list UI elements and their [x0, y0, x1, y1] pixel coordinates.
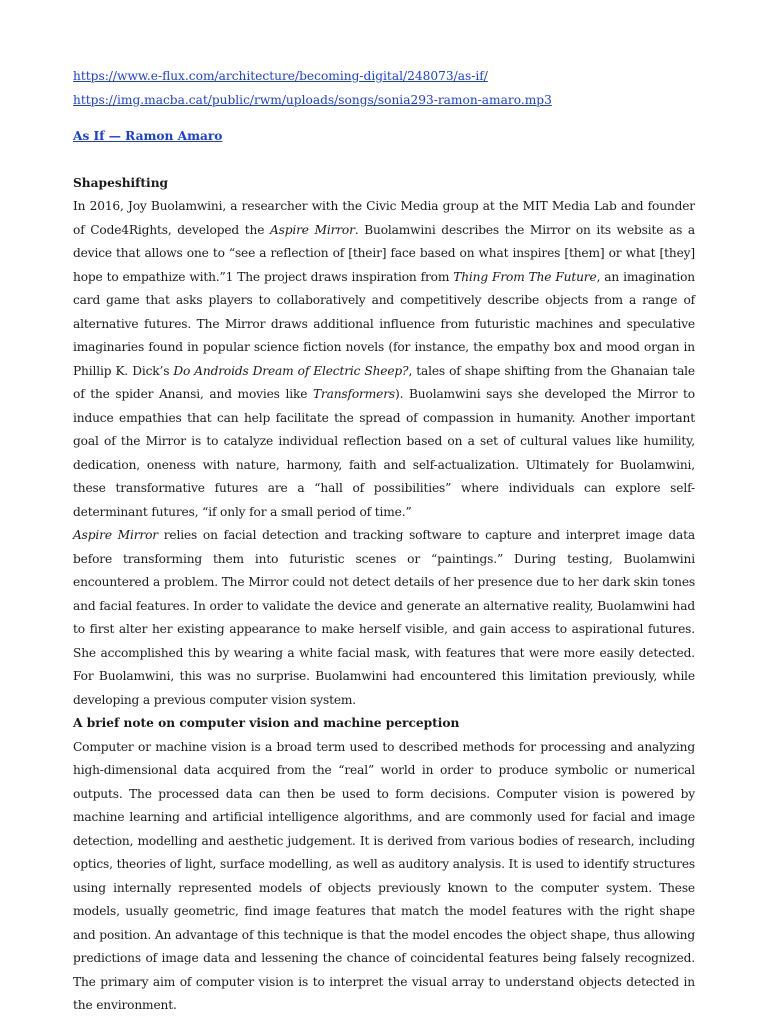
section-heading-computer-vision: A brief note on computer vision and machine perception	[73, 716, 460, 730]
italic-title-thing-from-the-future: Thing From The Future	[453, 269, 597, 284]
italic-title-aspire-mirror: Aspire Mirror	[269, 222, 355, 237]
section-heading-shapeshifting: Shapeshifting	[73, 175, 169, 190]
italic-title-do-androids-dream: Do Androids Dream of Electric Sheep?	[173, 363, 409, 378]
source-link-macba-audio[interactable]: https://img.macba.cat/public/rwm/uploads/songs/sonia293-ramon-amaro.mp3	[73, 92, 552, 107]
text-span: relies on facial detection and tracking software to capture and interpret image data before transforming them into futuristic scenes or “paintings.” During testing, Buolamwini encountered a problem. The Mirror could not detect details of her presence due to her dark skin tones and facial features. In order to validate the device and generate an alternative reality, Buolamwini had to first alter her existing appearance to make herself visible, and gain access to aspirational futures. She accomplished this by wearing a white facial mask, with features that were more easily detected. For Buolamwini, this was no surprise. Buolamwini had encountered this limitation previously, while developing a previous computer vision system.	[73, 528, 695, 707]
document-title-link[interactable]: As If — Ramon Amaro	[73, 129, 223, 143]
text-span: , tales of shape shifting from the Ghanaian tale of the spider Anansi, and movies like	[73, 363, 695, 401]
italic-title-aspire-mirror: Aspire Mirror	[73, 528, 158, 542]
italic-title-transformers: Transformers	[312, 387, 395, 401]
document-page	[73, 65, 695, 1018]
paragraph-computer-vision: Computer or machine vision is a broad term used to described methods for processing and analyzing high-dimensional data acquired from the “real” world in order to produce symbolic or numerical outputs. The processed data can then be used to form decisions. Computer vision is powered by machine learning and artificial intelligence algorithms, and are commonly used for facial and image detection, modelling and aesthetic judgement. It is derived from various bodies of research, including optics, theories of light, surface modelling, as well as auditory analysis. It is used to identify structures using internally represented models of objects previously known to the computer system. These models, usually geometric, find image features that match the model features with the right shape and position. An advantage of this technique is that the model encodes the object shape, thus allowing predictions of image data and lessening the chance of coincidental features being falsely recognized. The primary aim of computer vision is to interpret the visual array to understand objects detected in the environment.	[73, 739, 695, 1012]
text-span: . Buolamwini describes the Mirror on its website as a device that allows one to “see a reflection of [their] face based on what inspires [them] or what [they] hope to empathize with.”1 The project draws inspiration from	[73, 222, 695, 284]
paragraph-facial-detection	[73, 524, 695, 712]
paragraph-aspire-mirror-intro	[73, 195, 695, 524]
text-span: , an imagination card game that asks players to collaboratively and competitively describe objects from a range of alternative futures. The Mirror draws additional influence from futuristic machines and speculative imaginaries found in popular science fiction novels (for instance, the empathy box and mood organ in Phillip K. Dick’s	[73, 269, 695, 378]
source-link-eflux[interactable]: https://www.e-flux.com/architecture/becoming-digital/248073/as-if/	[73, 69, 488, 83]
text-span: In 2016, Joy Buolamwini, a researcher with the Civic Media group at the MIT Media Lab and founder of Code4Rights, developed the	[73, 199, 695, 237]
text-span: ). Buolamwini says she developed the Mirror to induce empathies that can help facilitate the spread of compassion in humanity. Another important goal of the Mirror is to catalyze individual reflection based on a set of cultural values like humility, dedication, oneness with nature, harmony, faith and self-actualization. Ultimately for Buolamwini, these transformative futures are a “hall of possibilities” where individuals can explore self-determinant futures, “if only for a small period of time.”	[73, 387, 695, 519]
